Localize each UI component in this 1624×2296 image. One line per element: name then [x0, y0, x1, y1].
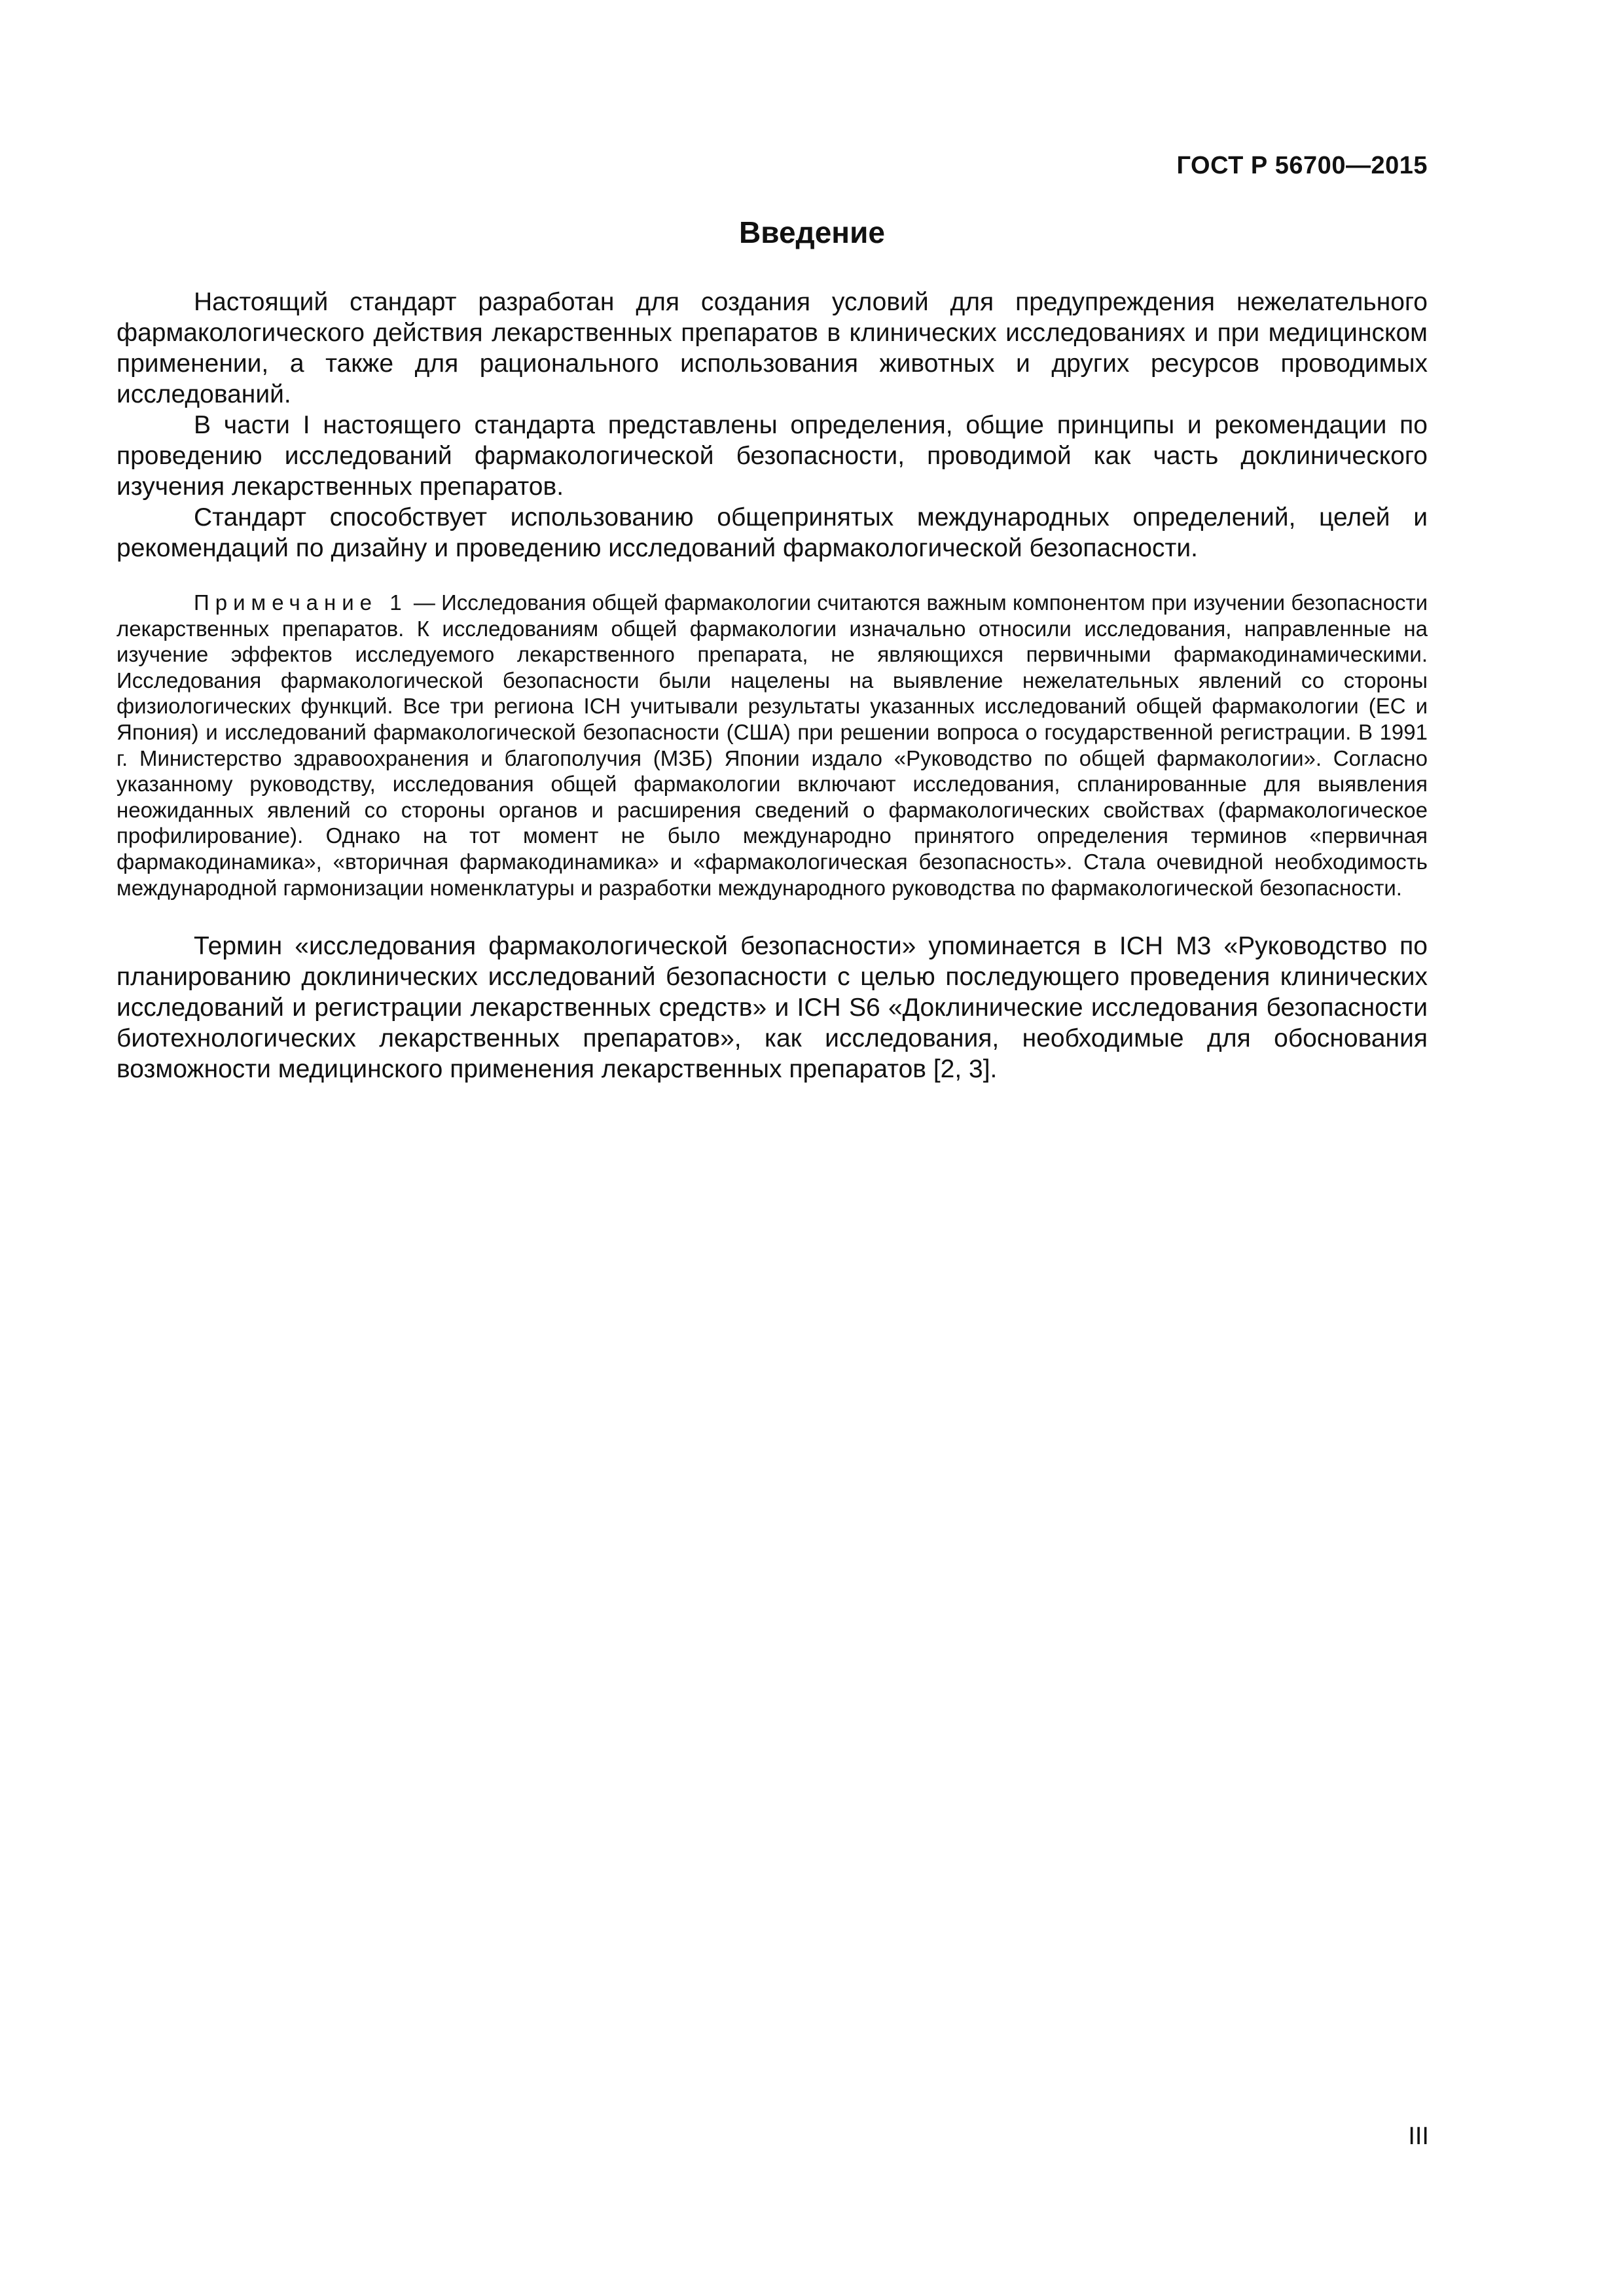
page-number: III [1408, 2123, 1429, 2150]
document-code: ГОСТ Р 56700—2015 [1176, 152, 1428, 179]
note-text: — Исследования общей фармакологии считаются важным компонентом при изучении безопасности лекарственных препаратов. К исследованиям общей фармакологии изначально относили исследования, направленные на изучение эффектов исследуемого лекарственного препарата, не являющихся первичными фармакодинамическими. Исследования фармакологической безопасности были нацелены на выявление нежелательных явлений со стороны физиологических функций. Все три региона ICH учитывали результаты указанных исследований общей фармакологии (ЕС и Япония) и исследований фармакологической безопасности (США) при решении вопроса о государственной регистрации. В 1991 г. Министерство здравоохранения и благополучия (МЗБ) Японии издало «Руководство по общей фармакологии». Согласно указанному руководству, исследования общей фармакологии включают исследования, спланированные для выявления неожиданных явлений со стороны органов и расширения сведений о фармакологических свойствах (фармакологическое профилирование). Однако на тот момент не было международно принятого определения терминов «первичная фармакодинамика», «вторичная фармакодинамика» и «фармакологическая безопасность». Стала очевидной необходимость международной гармонизации номенклатуры и разработки международного руководства по фармакологической безопасности. [117, 590, 1428, 900]
paragraph-purpose: Настоящий стандарт разработан для создания условий для предупреждения нежелательного фармакологического действия лекарственных препаратов в клинических исследованиях и при медицинском применении, а также для рационального использования животных и других ресурсов проводимых исследований. [117, 288, 1428, 408]
paragraph-ich-term: Термин «исследования фармакологической безопасности» упоминается в ICH M3 «Руководство по планированию доклинических исследований безопасности с целью последующего проведения клинических исследований и регистрации лекарственных средств» и ICH S6 «Доклинические исследования безопасности биотехнологических лекарственных препаратов», как исследования, необходимые для обоснования возможности медицинского применения лекарственных препаратов [2, 3]. [117, 932, 1428, 1084]
body-text [117, 287, 1428, 1085]
note-1 [117, 590, 1428, 901]
note-label: Примечание 1 [194, 590, 408, 615]
section-title: Введение [739, 215, 885, 249]
paragraph-standard: Стандарт способствует использованию общепринятых международных определений, целей и рекомендаций по дизайну и проведению исследований фармакологической безопасности. [117, 503, 1428, 562]
paragraph-part-one: В части I настоящего стандарта представлены определения, общие принципы и рекомендации по проведению исследований фармакологической безопасности, проводимой как часть доклинического изучения лекарственных препаратов. [117, 411, 1428, 501]
